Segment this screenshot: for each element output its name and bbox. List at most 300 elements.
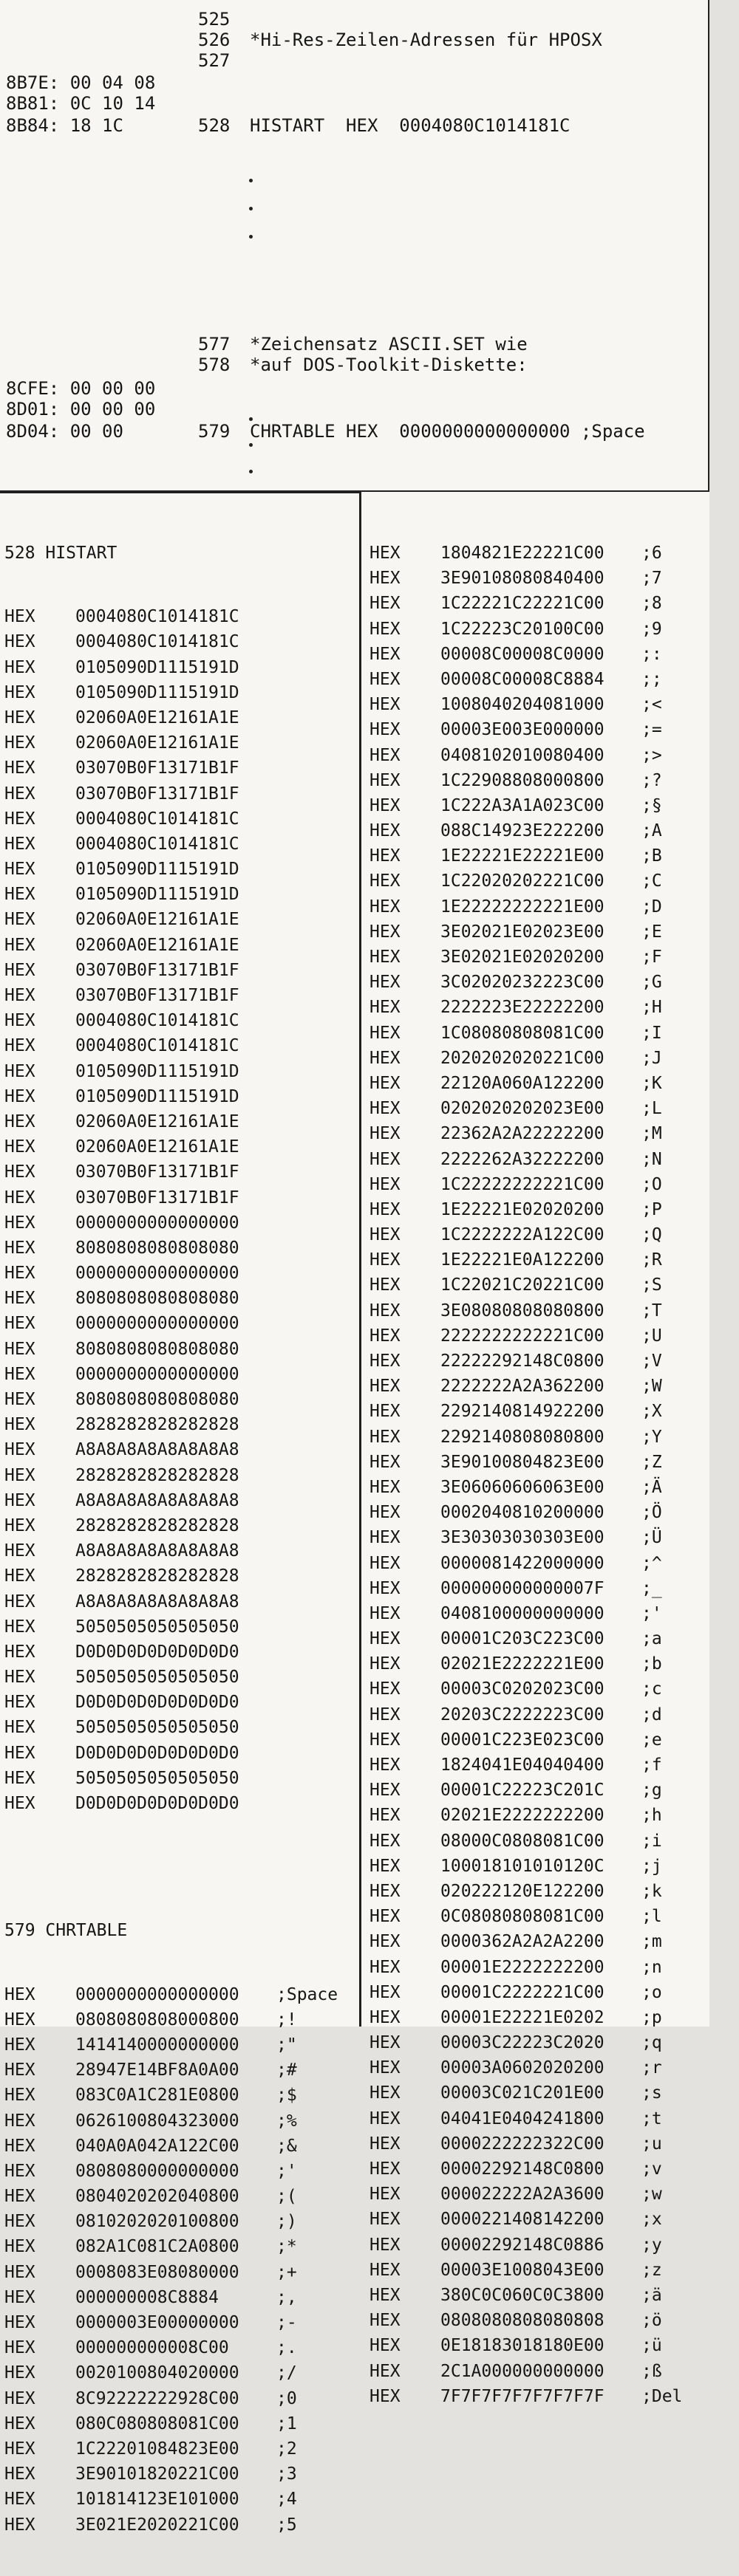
hex-directive: HEX — [4, 1794, 35, 1813]
hex-comment: ;0 — [276, 2388, 297, 2408]
hex-value: 0E18183018180E00 — [440, 2336, 605, 2356]
hex-directive: HEX — [4, 2313, 35, 2332]
hex-value: 000000000000007F — [440, 1578, 605, 1598]
hex-comment: ;# — [276, 2061, 297, 2080]
hex-value: D0D0D0D0D0D0D0D0 — [75, 1743, 239, 1763]
hex-row — [370, 1021, 706, 1046]
hex-comment: ;Ö — [641, 1503, 662, 1523]
hex-directive: HEX — [370, 2336, 401, 2356]
hex-directive: HEX — [4, 1465, 35, 1485]
hex-directive: HEX — [4, 2439, 35, 2459]
hex-comment: ;B — [641, 846, 662, 866]
hex-comment: ;M — [641, 1124, 662, 1144]
hex-directive: HEX — [370, 948, 401, 967]
hex-value: 8080808080808080 — [75, 1339, 239, 1359]
hex-comment: ;% — [276, 2111, 297, 2131]
hex-directive: HEX — [370, 745, 401, 765]
listing-address: 8D01: 00 00 00 — [6, 399, 156, 419]
hex-directive: HEX — [370, 1048, 401, 1068]
hex-row — [4, 2487, 352, 2512]
hex-row — [370, 1702, 706, 1727]
hex-row — [4, 1261, 352, 1286]
hex-value: 0105090D1115191D — [75, 1061, 239, 1081]
hex-comment: ;; — [641, 669, 662, 689]
hex-value: 2020202020221C00 — [440, 1048, 605, 1068]
hex-comment: ;8 — [641, 594, 662, 614]
hex-value: 00008C00008C8884 — [440, 669, 605, 689]
hex-value: 000000000008C00 — [75, 2338, 229, 2358]
hex-value: 1C22223C20100C00 — [440, 619, 605, 639]
hex-comment: ;b — [641, 1654, 662, 1674]
hex-comment: ;^ — [641, 1553, 662, 1573]
hex-row — [370, 869, 706, 894]
hex-value: 8080808080808080 — [75, 1390, 239, 1409]
hex-value: 03070B0F13171B1F — [75, 758, 239, 778]
hex-directive: HEX — [370, 1982, 401, 2002]
hex-comment: ;Ü — [641, 1528, 662, 1548]
hex-comment: ;i — [641, 1831, 662, 1851]
hex-directive: HEX — [4, 1617, 35, 1637]
hex-value: 0000222222322C00 — [440, 2134, 605, 2154]
hex-row — [4, 2083, 352, 2108]
hex-comment: ;& — [276, 2136, 297, 2156]
hex-row — [370, 1626, 706, 1651]
hex-directive: HEX — [4, 607, 35, 627]
hex-directive: HEX — [370, 871, 401, 891]
hex-value: 0004080C1014181C — [75, 607, 239, 627]
top-listing — [0, 0, 709, 492]
hex-comment: ;H — [641, 998, 662, 1018]
hex-row — [4, 1084, 352, 1109]
hex-directive: HEX — [4, 1162, 35, 1182]
hex-row — [370, 1450, 706, 1475]
hex-directive: HEX — [370, 569, 401, 589]
hex-directive: HEX — [4, 1213, 35, 1233]
hex-value: 0626100804323000 — [75, 2111, 239, 2131]
hex-value: 5050505050505050 — [75, 1718, 239, 1738]
hex-value: 2C1A000000000000 — [440, 2361, 605, 2381]
hex-directive: HEX — [4, 1264, 35, 1284]
hex-value: 3C02020232223C00 — [440, 973, 605, 993]
hex-value: 08000C0808081C00 — [440, 1831, 605, 1851]
hex-value: 0000081422000000 — [440, 1553, 605, 1573]
hex-value: 00008C00008C0000 — [440, 644, 605, 664]
hex-directive: HEX — [370, 2134, 401, 2154]
hex-directive: HEX — [4, 2388, 35, 2408]
hex-directive: HEX — [370, 2185, 401, 2205]
hex-comment: ;5 — [276, 2515, 297, 2535]
hex-directive: HEX — [4, 1768, 35, 1788]
hex-directive: HEX — [370, 998, 401, 1018]
hex-row — [370, 2283, 706, 2308]
hex-row — [370, 1803, 706, 1828]
hex-directive: HEX — [370, 1149, 401, 1169]
hex-comment: ;T — [641, 1301, 662, 1320]
hex-directive: HEX — [4, 2187, 35, 2207]
hex-directive: HEX — [370, 2386, 401, 2406]
hex-comment: ;J — [641, 1048, 662, 1068]
listing-line-number: 525 — [198, 9, 231, 30]
hex-directive: HEX — [370, 821, 401, 841]
hex-value: 082A1C081C2A0800 — [75, 2237, 239, 2257]
hex-value: 1C22221C22221C00 — [440, 594, 605, 614]
hex-comment: ;9 — [641, 619, 662, 639]
hex-value: 02060A0E12161A1E — [75, 708, 239, 727]
hex-value: A8A8A8A8A8A8A8A8 — [75, 1592, 239, 1611]
hex-row — [370, 1172, 706, 1197]
hex-row — [370, 1525, 706, 1550]
hex-comment: ;) — [276, 2212, 297, 2232]
hex-value: 1008040204081000 — [440, 695, 605, 715]
hex-directive: HEX — [370, 695, 401, 715]
hex-row — [4, 655, 352, 680]
hex-directive: HEX — [370, 1730, 401, 1750]
hex-comment: ;7 — [641, 569, 662, 589]
hex-value: A8A8A8A8A8A8A8A8 — [75, 1541, 239, 1561]
listing-source: *auf DOS-Toolkit-Diskette: — [250, 354, 528, 375]
hex-directive: HEX — [4, 1490, 35, 1510]
hex-value: 0004080C1014181C — [75, 809, 239, 829]
hex-listing-columns — [0, 492, 709, 2535]
hex-row — [370, 843, 706, 869]
hex-value: 02021E2222221E00 — [440, 1654, 605, 1674]
hex-value: 0408102010080400 — [440, 745, 605, 765]
listing-address: 8B81: 0C 10 14 — [6, 93, 156, 114]
hex-directive: HEX — [4, 2035, 35, 2055]
hex-directive: HEX — [4, 733, 35, 753]
hex-row — [370, 2157, 706, 2182]
hex-comment: ;I — [641, 1023, 662, 1043]
hex-row — [370, 1676, 706, 1702]
hex-value: 3E02021E02020200 — [440, 948, 605, 967]
hex-directive: HEX — [4, 885, 35, 905]
hex-directive: HEX — [370, 2058, 401, 2078]
hex-directive: HEX — [370, 1174, 401, 1194]
hex-comment: ;X — [641, 1402, 662, 1422]
hex-value: 00003C22223C2020 — [440, 2033, 605, 2053]
hex-directive: HEX — [370, 644, 401, 664]
hex-comment: ;> — [641, 745, 662, 765]
hex-comment: ;D — [641, 897, 662, 917]
hex-comment: ;q — [641, 2033, 662, 2053]
hex-comment: ;2 — [276, 2439, 297, 2459]
ellipsis-dot — [249, 443, 253, 447]
hex-directive: HEX — [370, 720, 401, 740]
hex-row — [4, 1033, 352, 1058]
hex-value: A8A8A8A8A8A8A8A8 — [75, 1490, 239, 1510]
hex-comment: ;z — [641, 2260, 662, 2280]
hex-value: 3E02021E02023E00 — [440, 922, 605, 942]
hex-row — [370, 945, 706, 970]
hex-row — [370, 970, 706, 995]
hex-comment: ;Q — [641, 1225, 662, 1245]
hex-row — [370, 2207, 706, 2232]
hex-directive: HEX — [4, 1011, 35, 1031]
hex-row — [4, 1109, 352, 1134]
hex-row — [370, 995, 706, 1020]
hex-directive: HEX — [4, 1036, 35, 1056]
hex-directive: HEX — [4, 1515, 35, 1535]
hex-value: 0000000000000000 — [75, 1364, 239, 1384]
hex-directive: HEX — [4, 1541, 35, 1561]
hex-comment: ;m — [641, 1932, 662, 1952]
hex-comment: ;S — [641, 1275, 662, 1295]
hex-directive: HEX — [4, 1238, 35, 1258]
hex-comment: ;Space — [276, 1984, 338, 2004]
listing-address: 8B84: 18 1C — [6, 115, 123, 136]
hex-row — [370, 2055, 706, 2080]
hex-value: 0020100804020000 — [75, 2363, 239, 2383]
hex-comment: ;y — [641, 2235, 662, 2255]
hex-comment: ;P — [641, 1199, 662, 1219]
hex-value: 28947E14BF8A0A00 — [75, 2061, 239, 2080]
hex-directive: HEX — [4, 1668, 35, 1688]
hex-row — [370, 591, 706, 616]
hex-value: 0000000000000000 — [75, 1264, 239, 1284]
listing-line-number: 528 — [198, 115, 231, 136]
hex-value: 1C22222222221C00 — [440, 1174, 605, 1194]
hex-value: 0105090D1115191D — [75, 682, 239, 702]
hex-value: 380C0C060C0C3800 — [440, 2285, 605, 2305]
hex-value: 0105090D1115191D — [75, 860, 239, 880]
hex-value: D0D0D0D0D0D0D0D0 — [75, 1693, 239, 1713]
hex-row — [4, 705, 352, 730]
hex-row — [370, 2030, 706, 2055]
hex-row — [4, 2386, 352, 2411]
listing-source: *Zeichensatz ASCII.SET wie — [250, 334, 528, 354]
hex-comment: ;1 — [276, 2414, 297, 2433]
hex-directive: HEX — [4, 682, 35, 702]
hex-value: 20203C2222223C00 — [440, 1705, 605, 1724]
hex-directive: HEX — [370, 1553, 401, 1573]
hex-value: 3E30303030303E00 — [440, 1528, 605, 1548]
hex-directive: HEX — [370, 1352, 401, 1371]
hex-value: 1E22221E22221E00 — [440, 846, 605, 866]
hex-value: A8A8A8A8A8A8A8A8 — [75, 1440, 239, 1460]
hex-comment: ;" — [276, 2035, 297, 2055]
hex-row — [4, 1311, 352, 1336]
hex-directive: HEX — [370, 1705, 401, 1724]
hex-value: 2222222A2A362200 — [440, 1377, 605, 1397]
hex-row — [4, 1463, 352, 1488]
hex-row — [4, 2159, 352, 2184]
listing-source: *Hi-Res-Zeilen-Adressen für HPOSX — [250, 30, 602, 50]
hex-row — [370, 2258, 706, 2283]
hex-comment: ;! — [276, 2010, 297, 2029]
hex-directive: HEX — [4, 2086, 35, 2106]
hex-row — [4, 2032, 352, 2058]
hex-directive: HEX — [370, 1301, 401, 1320]
hex-directive: HEX — [4, 2237, 35, 2257]
hex-directive: HEX — [4, 1390, 35, 1409]
hex-directive: HEX — [370, 1377, 401, 1397]
hex-value: 1E22221E02020200 — [440, 1199, 605, 1219]
hex-row — [370, 2308, 706, 2333]
hex-comment: ;Y — [641, 1427, 662, 1447]
hex-row — [4, 1563, 352, 1589]
hex-value: 0008083E08080000 — [75, 2262, 239, 2282]
hex-value: 1804821E22221C00 — [440, 544, 605, 563]
hex-comment: ;4 — [276, 2490, 297, 2510]
hex-value: 0004080C1014181C — [75, 1011, 239, 1031]
hex-row — [4, 2184, 352, 2209]
hex-row — [4, 1134, 352, 1159]
hex-value: 3E08080808080800 — [440, 1301, 605, 1320]
hex-directive: HEX — [370, 619, 401, 639]
hex-row — [370, 566, 706, 591]
listing-source: CHRTABLE HEX 0000000000000000 ;Space — [250, 421, 645, 442]
hex-directive: HEX — [4, 1111, 35, 1131]
hex-comment: ;W — [641, 1377, 662, 1397]
hex-row — [4, 1741, 352, 1766]
hex-directive: HEX — [370, 2007, 401, 2027]
hex-directive: HEX — [370, 1907, 401, 1927]
hex-comment: ;s — [641, 2083, 662, 2103]
hex-row — [4, 1982, 352, 2007]
hex-value: 000022222A2A3600 — [440, 2185, 605, 2205]
hex-row — [4, 756, 352, 781]
hex-row — [370, 1551, 706, 1576]
hex-row — [4, 2209, 352, 2234]
hex-row — [370, 2182, 706, 2207]
hex-comment: ;w — [641, 2185, 662, 2205]
hex-value: 5050505050505050 — [75, 1617, 239, 1637]
hex-value: 8080808080808080 — [75, 1238, 239, 1258]
hex-row — [370, 919, 706, 945]
ellipsis-dot — [249, 179, 253, 182]
hex-row — [370, 2106, 706, 2131]
hex-directive: HEX — [4, 1592, 35, 1611]
hex-value: 22120A060A122200 — [440, 1073, 605, 1093]
hex-value: 020222120E122200 — [440, 1881, 605, 1901]
hex-comment: ;* — [276, 2237, 297, 2257]
hex-comment: ;Del — [641, 2386, 683, 2406]
hex-row — [370, 1601, 706, 1626]
hex-value: 02060A0E12161A1E — [75, 910, 239, 930]
hex-value: 0004080C1014181C — [75, 632, 239, 652]
hex-comment: ;r — [641, 2058, 662, 2078]
hex-comment: ;3 — [276, 2464, 297, 2484]
hex-comment: ;f — [641, 1755, 662, 1775]
hex-row — [370, 2359, 706, 2384]
hex-comment: ;Ä — [641, 1477, 662, 1497]
hex-row — [4, 1059, 352, 1084]
hex-value: 0408100000000000 — [440, 1603, 605, 1623]
hex-directive: HEX — [4, 2212, 35, 2232]
hex-comment: ;c — [641, 1679, 662, 1699]
hex-directive: HEX — [370, 1073, 401, 1093]
hex-comment: ;( — [276, 2187, 297, 2207]
hex-comment: ;G — [641, 973, 662, 993]
hex-value: 02060A0E12161A1E — [75, 1137, 239, 1157]
hex-row — [370, 717, 706, 742]
hex-row — [370, 1727, 706, 1753]
hex-directive: HEX — [4, 2515, 35, 2535]
hex-value: 02021E2222222200 — [440, 1806, 605, 1826]
hex-row — [4, 2007, 352, 2032]
hex-row — [370, 541, 706, 566]
hex-directive: HEX — [370, 1275, 401, 1295]
hex-comment: ;E — [641, 922, 662, 942]
hex-directive: HEX — [370, 770, 401, 790]
hex-row — [4, 2360, 352, 2385]
hex-comment: ;6 — [641, 544, 662, 563]
hex-directive: HEX — [4, 935, 35, 955]
hex-directive: HEX — [370, 2361, 401, 2381]
hex-row — [4, 1437, 352, 1462]
hex-value: 3E90108080840400 — [440, 569, 605, 589]
hex-value: 088C14923E222200 — [440, 821, 605, 841]
hex-comment: ;t — [641, 2109, 662, 2128]
hex-row — [4, 1640, 352, 1665]
hex-directive: HEX — [4, 708, 35, 727]
hex-value: 083C0A1C281E0800 — [75, 2086, 239, 2106]
hex-directive: HEX — [4, 1339, 35, 1359]
hex-directive: HEX — [4, 809, 35, 829]
ellipsis-dot — [249, 417, 253, 421]
hex-comment: ;n — [641, 1957, 662, 1977]
hex-value: 03070B0F13171B1F — [75, 986, 239, 1005]
hex-row — [4, 1715, 352, 1740]
hex-row — [4, 882, 352, 907]
hex-value: 00001E2222222200 — [440, 1957, 605, 1977]
hex-comment: ;F — [641, 948, 662, 967]
hex-row — [370, 2131, 706, 2157]
hex-comment: ;? — [641, 770, 662, 790]
hex-row — [4, 2512, 352, 2538]
hex-row — [370, 1374, 706, 1399]
hex-value: 2222223E22222200 — [440, 998, 605, 1018]
hex-directive: HEX — [370, 2083, 401, 2103]
hex-row — [370, 743, 706, 768]
hex-value: 00002292148C0800 — [440, 2159, 605, 2179]
hex-directive: HEX — [370, 669, 401, 689]
hex-directive: HEX — [370, 2210, 401, 2230]
hex-value: 0004080C1014181C — [75, 1036, 239, 1056]
hex-row — [370, 2333, 706, 2358]
hex-row — [370, 894, 706, 919]
hex-row — [4, 2411, 352, 2436]
hex-row — [4, 1387, 352, 1412]
hex-row — [370, 1778, 706, 1803]
hex-value: 0808080808000800 — [75, 2010, 239, 2029]
hex-value: 2222262A32222200 — [440, 1149, 605, 1169]
hex-row — [370, 1222, 706, 1247]
hex-value: 1E22222222221E00 — [440, 897, 605, 917]
hex-comment: ;h — [641, 1806, 662, 1826]
hex-value: 00001C223E023C00 — [440, 1730, 605, 1750]
hex-directive: HEX — [4, 2287, 35, 2307]
hex-directive: HEX — [4, 860, 35, 880]
left-column — [4, 502, 352, 2576]
hex-row — [4, 2058, 352, 2083]
hex-directive: HEX — [370, 1755, 401, 1775]
hex-directive: HEX — [4, 960, 35, 980]
hex-value: 03070B0F13171B1F — [75, 1188, 239, 1208]
hex-comment: ;o — [641, 1982, 662, 2002]
hex-row — [4, 1538, 352, 1563]
listing-line-number: 578 — [198, 354, 231, 375]
hex-comment: ;L — [641, 1099, 662, 1119]
hex-directive: HEX — [4, 1314, 35, 1334]
hex-row — [4, 806, 352, 832]
hex-directive: HEX — [370, 594, 401, 614]
hex-row — [370, 2233, 706, 2258]
hex-value: 1C22021C20221C00 — [440, 1275, 605, 1295]
hex-comment: ;ü — [641, 2336, 662, 2356]
hex-value: 00003C021C201E00 — [440, 2083, 605, 2103]
hex-value: 2828282828282828 — [75, 1465, 239, 1485]
